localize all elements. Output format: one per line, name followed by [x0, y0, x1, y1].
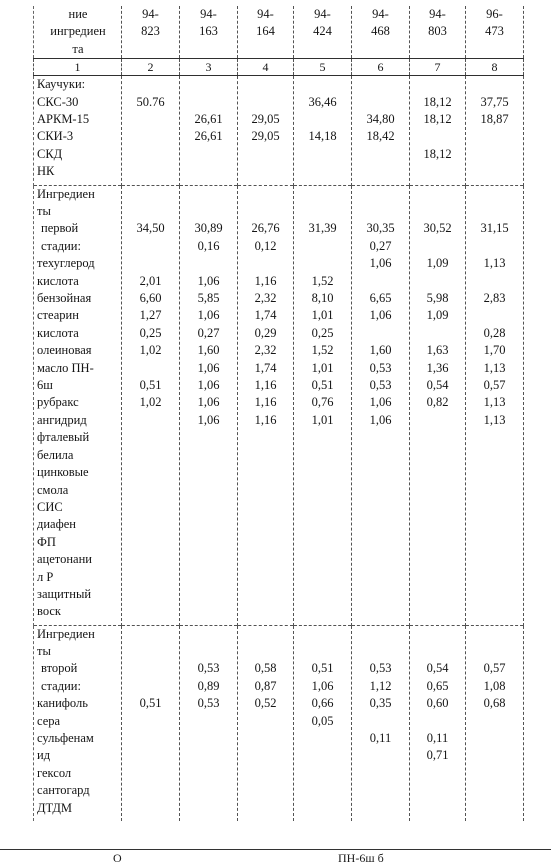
header-code: 94- 803 — [410, 6, 466, 59]
value-cell — [410, 76, 466, 185]
table-section-row — [34, 625, 524, 821]
ingredient-label: смола — [37, 482, 69, 497]
header-code: 94- 468 — [352, 6, 410, 59]
cell-values: 36,46 14,18 — [308, 94, 337, 144]
column-number-row — [34, 59, 524, 76]
header-code: 94- 424 — [294, 6, 352, 59]
ingredient-label: НК — [37, 164, 55, 179]
ingredient-label: рубракс — [37, 395, 79, 410]
header-code: 96- 473 — [466, 6, 524, 59]
column-number: 6 — [352, 59, 410, 76]
ingredient-label: гексол — [37, 765, 72, 780]
ingredient-label: фталевый — [37, 430, 90, 445]
header-code: 94- 164 — [238, 6, 294, 59]
value-cell — [294, 185, 352, 625]
cell-values: 37,75 18,87 — [480, 94, 509, 127]
value-cell — [466, 625, 524, 821]
ingredient-label: ты — [37, 644, 51, 659]
ingredients-table — [33, 6, 524, 821]
column-number: 4 — [238, 59, 294, 76]
column-number: 5 — [294, 59, 352, 76]
cell-values: 0,58 0,87 0,52 — [254, 661, 277, 711]
ingredient-label: ацетонани — [37, 552, 92, 567]
cell-values: 31,39 1,52 8,10 1,01 0,25 1,52 1,01 0,51 0,76 1,01 — [308, 221, 337, 427]
ingredient-label: сантогард — [37, 783, 90, 798]
ingredient-label: стадии: — [41, 678, 81, 693]
value-cell — [352, 76, 410, 185]
ingredient-label: Каучуки: — [37, 77, 86, 92]
cell-values: 30,52 1,09 5,98 1,09 1,63 1,36 0,54 0,82 — [423, 221, 452, 410]
cell-values: 0,57 1,08 0,68 — [483, 661, 506, 711]
cell-values: 30,89 0,16 1,06 5,85 1,06 0,27 1,60 1,06 1,06 1,06 1,06 — [194, 221, 223, 427]
column-number: 8 — [466, 59, 524, 76]
value-cell — [410, 625, 466, 821]
value-cell — [466, 185, 524, 625]
ingredient-label: ты — [37, 204, 51, 219]
ingredient-label: первой — [41, 221, 79, 236]
value-cell — [180, 185, 238, 625]
ingredient-label: кислота — [37, 273, 79, 288]
ingredient-label: белила — [37, 447, 74, 462]
ingredient-label: СИС — [37, 499, 63, 514]
ingredient-label: цинковые — [37, 465, 89, 480]
cell-values: 0,54 0,65 0,60 0,11 0,71 — [426, 661, 449, 763]
ingredient-label-cell — [34, 185, 122, 625]
cell-values: 30,35 0,27 1,06 6,65 1,06 1,60 0,53 0,53 1,06 1,06 — [366, 221, 395, 427]
footer-right-text: ПН-6ш б — [338, 851, 384, 863]
page-footer — [0, 849, 551, 863]
value-cell — [294, 76, 352, 185]
cell-values: 0,51 1,06 0,66 0,05 — [311, 661, 334, 728]
value-cell — [122, 185, 180, 625]
value-cell — [122, 625, 180, 821]
ingredient-label: техуглерод — [37, 256, 95, 271]
ingredient-label: кислота — [37, 325, 79, 340]
ingredient-label: масло ПН- — [37, 360, 94, 375]
ingredient-label: СКД — [37, 146, 63, 161]
column-number: 2 — [122, 59, 180, 76]
value-cell — [122, 76, 180, 185]
header-code: 94- 163 — [180, 6, 238, 59]
ingredient-label: 6ш — [37, 378, 53, 393]
column-number: 3 — [180, 59, 238, 76]
ingredient-label: ФП — [37, 534, 56, 549]
column-number: 1 — [34, 59, 122, 76]
ingredient-label: Ингредиен — [37, 186, 95, 201]
ingredient-label-cell — [34, 625, 122, 821]
cell-values: 50.76 — [136, 94, 165, 109]
footer-left-text: О — [113, 851, 122, 863]
value-cell — [352, 625, 410, 821]
ingredient-label-cell — [34, 76, 122, 185]
ingredient-label: сульфенам — [37, 731, 94, 746]
ingredient-label: канифоль — [37, 696, 88, 711]
value-cell — [238, 185, 294, 625]
ingredient-label: бензойная — [37, 291, 92, 306]
cell-values: 31,15 1,13 2,83 0,28 1,70 1,13 0,57 1,13 1,13 — [480, 221, 509, 427]
table-section-row — [34, 185, 524, 625]
cell-values: 18,12 18,12 18,12 — [423, 94, 452, 161]
ingredient-label: сера — [37, 713, 61, 728]
cell-values: 34,80 18,42 — [366, 112, 395, 144]
value-cell — [180, 76, 238, 185]
ingredient-label: СКС-30 — [37, 94, 79, 109]
cell-values: 26,61 26,61 — [194, 112, 223, 144]
ingredient-label: ангидрид — [37, 412, 87, 427]
value-cell — [294, 625, 352, 821]
cell-values: 0,51 — [139, 696, 162, 711]
ingredient-label: АРКМ-15 — [37, 112, 90, 127]
ingredient-label: ДТДМ — [37, 800, 73, 815]
value-cell — [352, 185, 410, 625]
ingredient-label: СКИ-3 — [37, 129, 74, 144]
footer-rule — [0, 849, 551, 850]
ingredient-label: стеарин — [37, 308, 79, 323]
table-section-row — [34, 76, 524, 185]
ingredient-label: ид — [37, 748, 51, 763]
column-number: 7 — [410, 59, 466, 76]
cell-values: 29,05 29,05 — [251, 112, 280, 144]
value-cell — [180, 625, 238, 821]
ingredient-label: олеиновая — [37, 343, 92, 358]
header-ingredient: ние ингредиен та — [34, 6, 122, 59]
ingredient-label: второй — [41, 661, 78, 676]
ingredient-label: л Р — [37, 569, 54, 584]
cell-values: 0,53 1,12 0,35 0,11 — [369, 661, 392, 746]
value-cell — [466, 76, 524, 185]
ingredient-label: стадии: — [41, 238, 81, 253]
ingredient-label: диафен — [37, 517, 76, 532]
value-cell — [410, 185, 466, 625]
value-cell — [238, 76, 294, 185]
value-cell — [238, 625, 294, 821]
cell-values: 34,50 2,01 6,60 1,27 0,25 1,02 0,51 1,02 — [136, 221, 165, 410]
cell-values: 26,76 0,12 1,16 2,32 1,74 0,29 2,32 1,74 1,16 1,16 1,16 — [251, 221, 280, 427]
ingredient-label: защитный — [37, 586, 92, 601]
table-header-row — [34, 6, 524, 59]
ingredient-label: воск — [37, 604, 61, 619]
cell-values: 0,53 0,89 0,53 — [197, 661, 220, 711]
ingredient-label: Ингредиен — [37, 626, 95, 641]
header-code: 94- 823 — [122, 6, 180, 59]
